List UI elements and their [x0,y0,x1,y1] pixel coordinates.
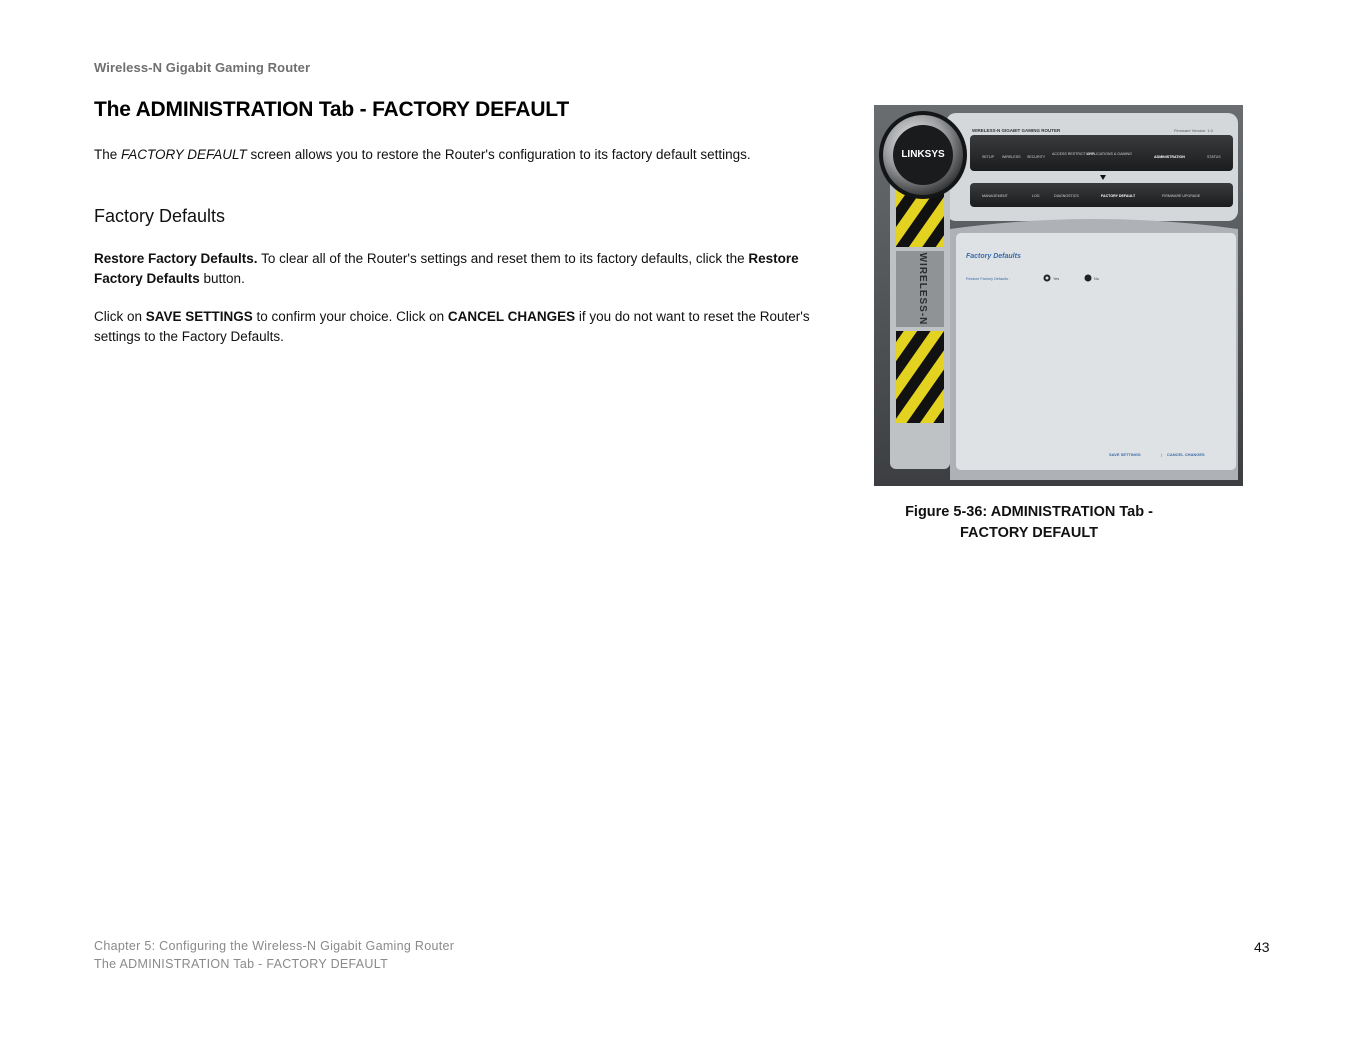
tab-setup[interactable]: SETUP [982,155,994,159]
restore-term: Restore Factory Defaults. [94,251,258,266]
figure-caption [874,502,1184,544]
p2-text-e: if you do not want to reset the Router's settings to the Factory Defaults. [94,309,810,344]
router-screenshot-svg [874,105,1243,486]
intro-suffix: screen allows you to restore the Router's configuration to its factory default settings. [246,147,751,162]
subtab-management[interactable]: MANAGEMENT [982,194,1008,198]
tab-administration[interactable]: ADMINISTRATION [1154,155,1185,159]
tab-applications-gaming[interactable]: APPLICATIONS & GAMING [1087,152,1132,156]
intro-prefix: The [94,147,122,162]
radio-no[interactable] [1085,275,1092,282]
side-label: WIRELESS-N [917,252,928,326]
save-settings-button[interactable]: SAVE SETTINGS [1109,452,1141,457]
restore-paragraph [94,249,834,289]
p2-text-a: Click on [94,309,146,324]
running-header: Wireless-N Gigabit Gaming Router [94,60,311,75]
firmware-label: Firmware Version: 1.0 [1174,128,1213,133]
panel-title: Factory Defaults [966,253,1021,260]
subtab-log[interactable]: LOG [1032,194,1040,198]
footer-chapter: Chapter 5: Configuring the Wireless-N Gigabit Gaming Router [94,939,455,953]
tab-wireless[interactable]: WIRELESS [1002,155,1021,159]
intro-paragraph [94,146,834,164]
field-label: Restore Factory Defaults : [966,277,1011,281]
intro-emphasis: FACTORY DEFAULT [121,147,247,162]
caption-line-1: Figure 5-36: ADMINISTRATION Tab - [905,504,1153,520]
subtab-diagnostics[interactable]: DIAGNOSTICS [1054,194,1079,198]
radio-yes-label: Yes [1053,277,1060,281]
restore-end: button. [199,271,245,286]
save-cancel-paragraph [94,307,834,347]
cancel-changes-button[interactable]: CANCEL CHANGES [1167,452,1205,457]
cancel-changes-term: CANCEL CHANGES [447,309,576,324]
subtab-factory-default[interactable]: FACTORY DEFAULT [1101,194,1136,198]
tab-security[interactable]: SECURITY [1027,155,1046,159]
content-panel [956,233,1236,470]
page-title: The ADMINISTRATION Tab - FACTORY DEFAULT [94,98,569,121]
subtab-firmware-upgrade[interactable]: FIRMWARE UPGRADE [1162,194,1201,198]
tab-access-restrictions[interactable]: ACCESS RESTRICTIONS [1052,152,1095,156]
restore-button-term: Restore Factory Defaults [94,251,799,286]
linksys-logo: LINKSYS [901,149,945,160]
button-separator: | [1161,452,1163,457]
product-label: WIRELESS-N GIGABIT GAMING ROUTER [972,128,1061,133]
page-number: 43 [1254,939,1270,955]
caption-line-2: FACTORY DEFAULT [959,525,1099,541]
radio-no-label: No [1094,277,1099,281]
router-screenshot-figure [874,105,1243,486]
hazard-stripe-bottom [896,331,944,423]
save-settings-term: SAVE SETTINGS [145,309,253,324]
tab-status[interactable]: STATUS [1207,155,1221,159]
p2-text-c: to confirm your choice. Click on [252,309,448,324]
subsection-title: Factory Defaults [94,206,226,226]
footer-section: The ADMINISTRATION Tab - FACTORY DEFAULT [94,957,389,971]
restore-text: To clear all of the Router's settings and reset them to its factory defaults, click the [257,251,749,266]
